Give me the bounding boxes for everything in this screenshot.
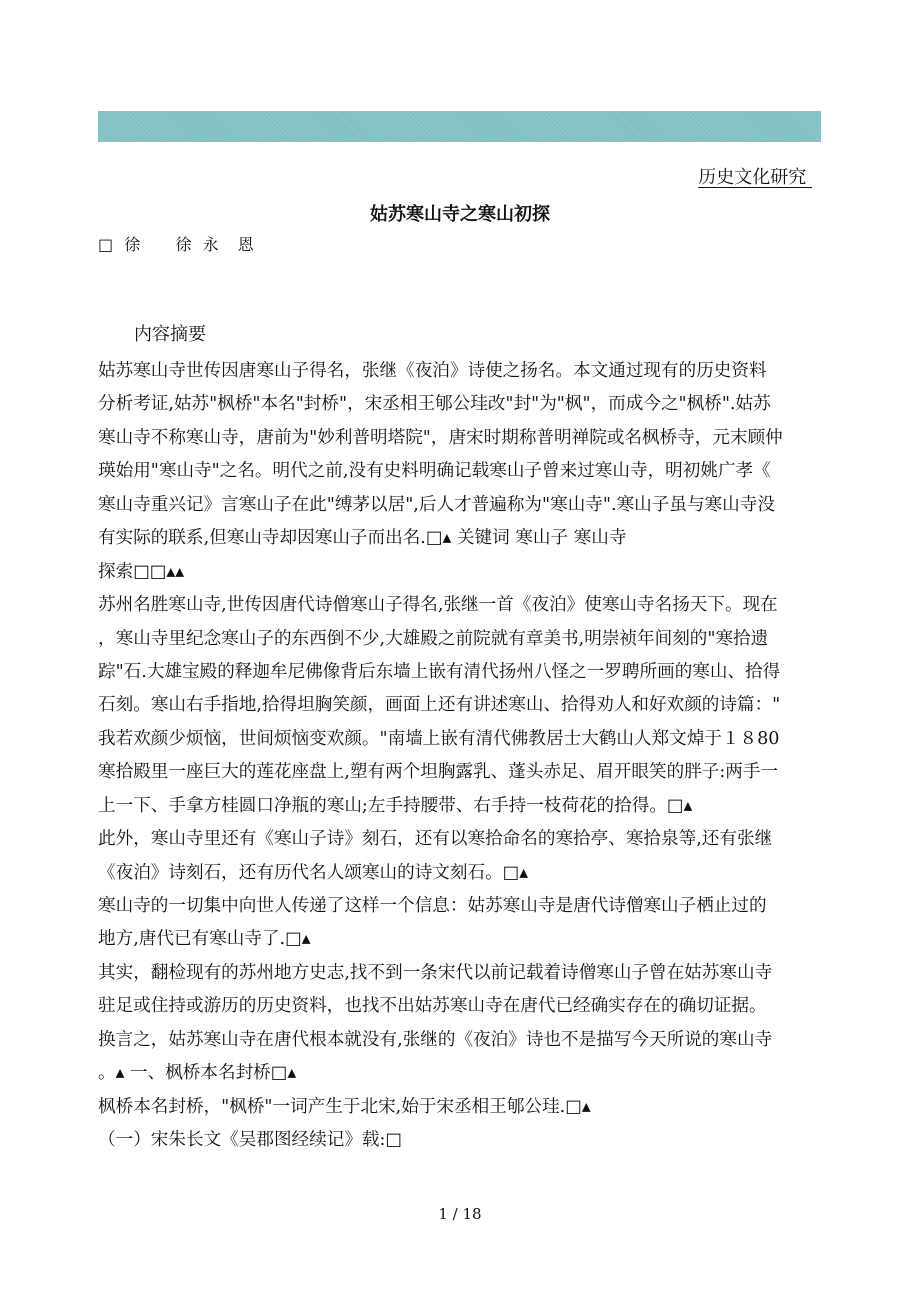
text-line: 有实际的联系,但寒山寺却因寒山子而出名.□▴ 关键词 寒山子 寒山寺 [98,528,627,549]
text-line: 其实，翻检现有的苏州地方史志,找不到一条宋代以前记载着诗僧寒山子曾在姑苏寒山寺 [98,962,773,983]
text-line: 寒山寺重兴记》言寒山子在此"缚茅以居",后人才普遍称为"寒山寺".寒山子虽与寒山寺没 [98,494,775,515]
section-label: 历史文化研究 [698,167,812,188]
text-line: 踪"石.大雄宝殿的释迦牟尼佛像背后东墙上嵌有清代扬州八怪之一罗聘所画的寒山、拾得 [98,661,781,682]
text-line: 寒山寺不称寒山寺，唐前为"妙利普明塔院"，唐宋时期称普明禅院或名枫桥寺，元末顾仲 [98,427,783,448]
article-title: 姑苏寒山寺之寒山初探 [370,204,550,225]
text-line: 驻足或住持或游历的历史资料，也找不出姑苏寒山寺在唐代已经确实存在的确切证据。 [98,996,767,1017]
text-line: 换言之，姑苏寒山寺在唐代根本就没有,张继的《夜泊》诗也不是描写今天所说的寒山寺 [98,1029,773,1050]
text-line: ，寒山寺里纪念寒山子的东西倒不少,大雄殿之前院就有章美书,明崇祯年间刻的"寒拾遗 [98,628,769,649]
text-line: 石刻。寒山右手指地,拾得坦胸笑颜，画面上还有讲述寒山、拾得劝人和好欢颜的诗篇：" [98,695,781,716]
text-line: 《夜泊》诗刻石，还有历代名人颂寒山的诗文刻石。□▴ [98,862,529,883]
text-line: 此外，寒山寺里还有《寒山子诗》刻石，还有以寒拾命名的寒拾亭、寒拾泉等,还有张继 [98,829,773,850]
page-number: 1 / 18 [438,1205,482,1223]
text-line: 姑苏寒山寺世传因唐寒山子得名，张继《夜泊》诗使之扬名。本文通过现有的历史资料 [98,361,767,381]
text-line: 分析考证,姑苏"枫桥"本名"封桥"，宋丞相王郇公珪改"封"为"枫"，而成今之"枫桥".姑苏 [98,394,771,415]
text-line: （一）宋朱长文《吴郡图经续记》载:□ [98,1130,403,1151]
abstract-label: 内容摘要 [134,324,206,345]
text-line: 苏州名胜寒山寺,世传因唐代诗僧寒山子得名,张继一首《夜泊》使寒山寺名扬天下。现在 [98,595,778,616]
text-line: 寒拾殿里一座巨大的莲花座盘上,塑有两个坦胸露乳、蓬头赤足、眉开眼笑的胖子:两手一 [98,762,779,783]
text-line: 地方,唐代已有寒山寺了.□▴ [98,929,311,950]
text-line: 探索□□▴▴ [98,561,185,582]
text-line: 。▴ 一、枫桥本名封桥□▴ [98,1063,297,1084]
header-band [98,111,821,142]
article-body [98,355,838,1158]
text-line: 瑛始用"寒山寺"之名。明代之前,没有史料明确记载寒山子曾来过寒山寺，明初姚广孝《 [98,461,771,482]
text-line: 上一下、手拿方桂圆口净瓶的寒山;左手持腰带、右手持一枝荷花的拾得。□▴ [98,795,693,816]
text-line: 枫桥本名封桥，"枫桥"一词产生于北宋,始于宋丞相王郇公珪.□▴ [98,1096,591,1117]
text-line: 我若欢颜少烦恼，世间烦恼变欢颜。"南墙上嵌有清代佛教居士大鹤山人郑文焯于１８80 [98,728,780,749]
text-line: 寒山寺的一切集中向世人传递了这样一个信息：姑苏寒山寺是唐代诗僧寒山子栖止过的 [98,896,767,916]
author-line: □ 徐 徐 永 恩 [98,235,257,254]
